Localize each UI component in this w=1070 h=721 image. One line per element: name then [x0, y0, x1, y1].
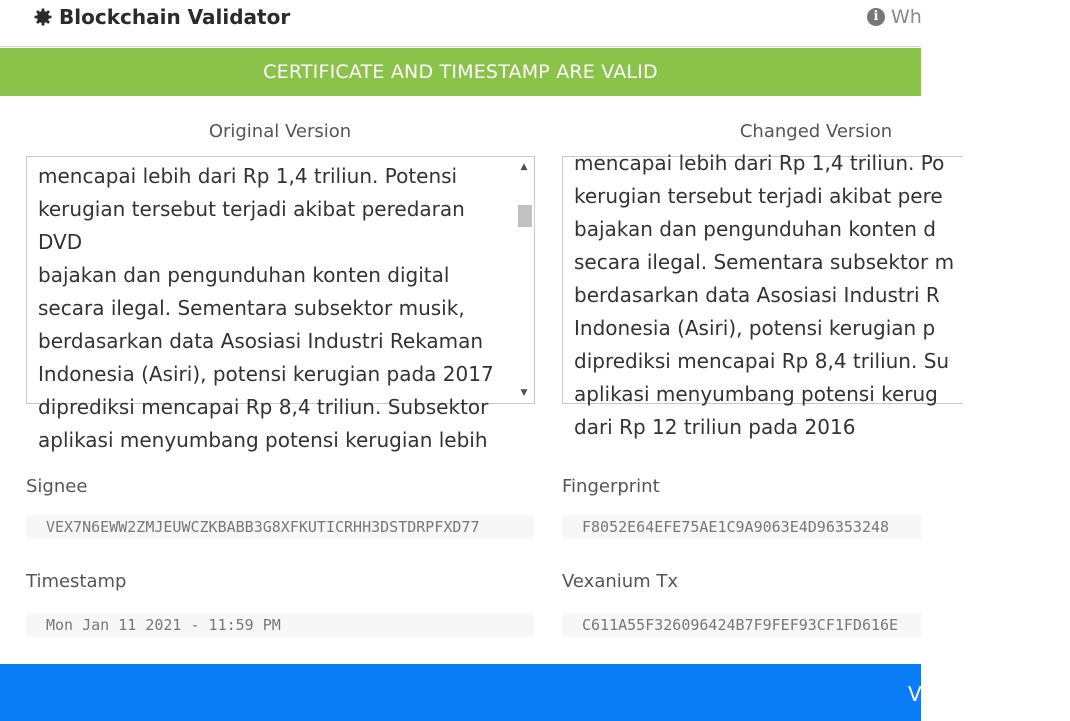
original-scrollbar[interactable] [514, 157, 534, 403]
validity-status: CERTIFICATE AND TIMESTAMP ARE VALID [263, 61, 658, 83]
app-title: Blockchain Validator [59, 5, 291, 29]
changed-version-title: Changed Version [739, 121, 893, 142]
vexanium-tx-value: C611A55F326096424B7F9FEF93CF1FD616E [562, 613, 921, 637]
validity-banner [0, 48, 921, 96]
vexanium-tx-label: Vexanium Tx [562, 571, 679, 592]
scroll-down-arrow-icon[interactable]: ▼ [520, 388, 528, 398]
info-icon: i [867, 8, 885, 26]
original-text-area[interactable] [26, 156, 535, 452]
signee-value: VEX7N6EWW2ZMJEUWCZKBABB3G8XFKUTICRHH3DSTDRPFXD77 [26, 515, 534, 539]
changed-text-area[interactable] [562, 151, 963, 439]
action-button-label: V [908, 682, 922, 706]
changed-text: mencapai lebih dari Rp 1,4 triliun. Po kerugian tersebut terjadi akibat pere bajakan dan pengunduhan konten d secara ilegal. Sementara subsektor m berdasarkan data Asosiasi Industri R Indonesia (Asiri), potensi kerugian p diprediksi mencapai Rp 8,4 triliun. Su aplikasi menyumbang potensi kerug dari Rp 12 triliun pada 2016 [574, 151, 955, 439]
gear-icon [33, 7, 53, 27]
timestamp-label: Timestamp [26, 571, 127, 592]
help-label: Wh [891, 6, 922, 28]
fingerprint-value: F8052E64EFE75AE1C9A9063E4D96353248 [562, 515, 921, 539]
original-version-title: Original Version [208, 121, 352, 142]
timestamp-value: Mon Jan 11 2021 - 11:59 PM [26, 613, 534, 637]
help-link[interactable] [867, 6, 922, 28]
scroll-up-arrow-icon[interactable]: ▲ [520, 162, 528, 172]
app-header [0, 0, 921, 47]
fingerprint-label: Fingerprint [562, 476, 660, 497]
original-text: mencapai lebih dari Rp 1,4 triliun. Potensi kerugian tersebut terjadi akibat peredaran DVD bajakan dan pengunduhan konten digital secara ilegal. Sementara subsektor musik, berdasarkan data Asosiasi Industri Rekaman Indonesia (Asiri), potensi kerugian pada 2017 diprediksi mencapai Rp 8,4 triliun. Subsektor aplikasi menyumbang potensi kerugian lebih [38, 164, 494, 452]
scroll-thumb[interactable] [518, 205, 532, 227]
brand[interactable] [33, 5, 290, 29]
action-button[interactable] [0, 664, 921, 721]
signee-label: Signee [26, 476, 88, 497]
